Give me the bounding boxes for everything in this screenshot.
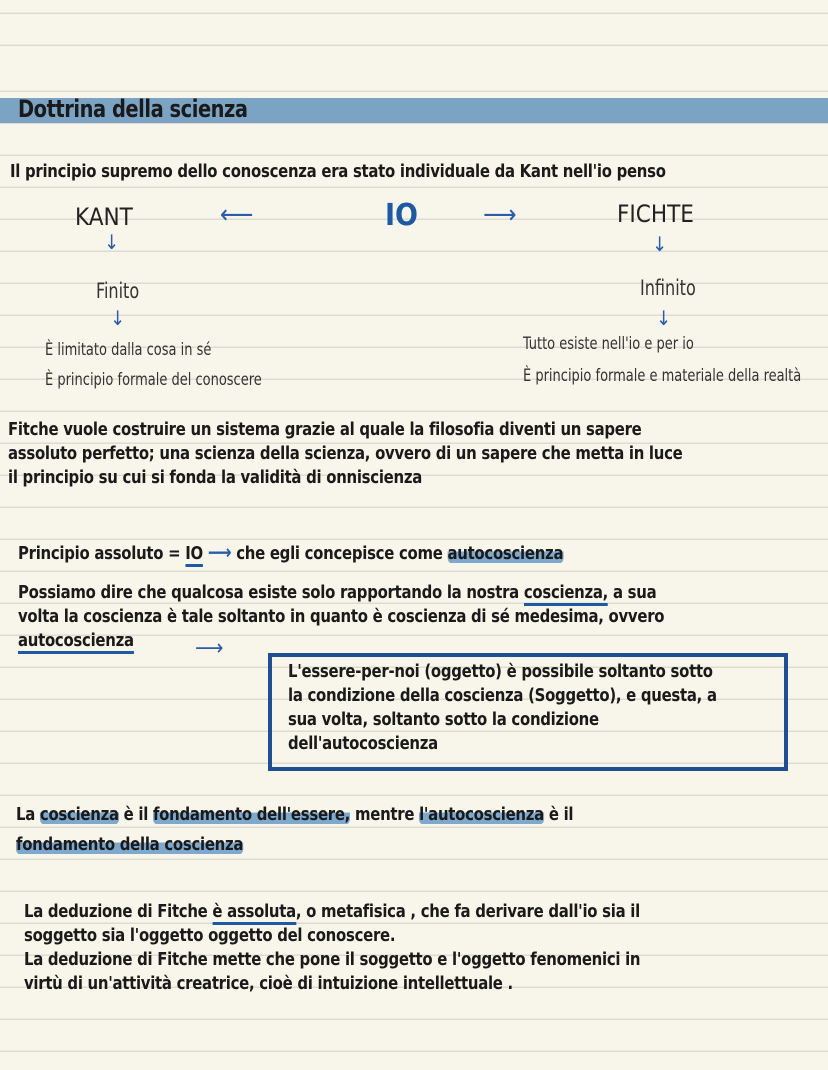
text: che egli concepisce come — [236, 543, 443, 564]
paragraph-deduzione — [24, 900, 694, 996]
highlight: fondamento dell'essere, — [152, 804, 351, 825]
highlight: autocoscienza — [447, 543, 564, 564]
arrow-down-icon: ↓ — [652, 232, 668, 256]
kant-label: KANT — [75, 203, 133, 231]
arrow-right-icon: ⟶ — [483, 200, 517, 230]
text-line: soggetto sia l'oggetto oggetto del conoscere. — [24, 925, 396, 946]
text: è il — [548, 804, 574, 825]
paragraph-coscienza — [18, 581, 720, 653]
fichte-point: Tutto esiste nell'io e per io — [523, 334, 694, 354]
text: La deduzione di Fitche — [24, 901, 208, 922]
page-title: Dottrina della scienza — [18, 95, 248, 123]
text-line: volta la coscienza è tale soltanto in quanto è coscienza di sé medesima, ovvero — [18, 606, 665, 627]
arrow-right-icon: ⟶ — [195, 636, 224, 661]
text-line: L'essere-per-noi (oggetto) è possibile soltanto sotto — [288, 661, 713, 682]
underlined: è assoluta — [212, 901, 295, 925]
text: Possiamo dire che qualcosa esiste solo rapportando la nostra — [18, 582, 519, 603]
arrow-down-icon: ↓ — [656, 306, 672, 330]
paragraph-fondamento — [16, 803, 622, 857]
kant-point: È principio formale del conoscere — [45, 370, 262, 390]
arrow-down-icon: ↓ — [110, 306, 126, 330]
text: mentre — [354, 804, 415, 825]
arrow-left-icon: ⟵ — [220, 200, 254, 230]
arrow-down-icon: ↓ — [104, 230, 120, 254]
fichte-point: È principio formale e materiale della realtà — [523, 366, 802, 386]
fichte-label: FICHTE — [617, 200, 694, 228]
text: a sua — [612, 582, 657, 603]
text-line: Fitche vuole costruire un sistema grazie al quale la filosofia diventi un sapere — [8, 419, 642, 440]
underlined: autocoscienza — [18, 630, 134, 654]
highlight: fondamento della coscienza — [16, 834, 244, 855]
highlight: coscienza — [39, 804, 119, 825]
text-line: assoluto perfetto; una scienza della scienza, ovvero di un sapere che metta in luce — [8, 443, 683, 464]
text-line: la condizione della coscienza (Soggetto), e questa, a — [288, 685, 717, 706]
paragraph-sistema — [8, 418, 741, 490]
io-label: IO — [385, 198, 418, 233]
intro-text: Il principio supremo dello conoscenza era stato individuale da Kant nell'io penso — [10, 161, 666, 182]
text-line: sua volta, soltanto sotto la condizione — [288, 709, 599, 730]
highlight: l'autocoscienza — [419, 804, 544, 825]
kant-point: È limitato dalla cosa in sé — [45, 340, 212, 360]
infinito-label: Infinito — [640, 276, 696, 300]
text-line: La deduzione di Fitche mette che pone il soggetto e l'oggetto fenomenici in — [24, 949, 641, 970]
arrow-right-icon: ⟶ — [207, 540, 232, 564]
underlined: coscienza, — [524, 582, 608, 606]
definition-box — [268, 653, 788, 771]
text-line: virtù di un'attività creatrice, cioè di intuizione intellettuale . — [24, 973, 513, 994]
text: Principio assoluto = — [18, 543, 181, 564]
finito-label: Finito — [96, 279, 140, 303]
principle-line — [18, 540, 563, 566]
text-line: il principio su cui si fonda la validità di onniscienza — [8, 467, 422, 488]
text-line: dell'autocoscienza — [288, 733, 438, 754]
text: è il — [123, 804, 149, 825]
io-underlined: IO — [185, 543, 203, 567]
text: , o metafisica , che fa derivare dall'io sia il — [295, 901, 640, 922]
text: La — [16, 804, 36, 825]
